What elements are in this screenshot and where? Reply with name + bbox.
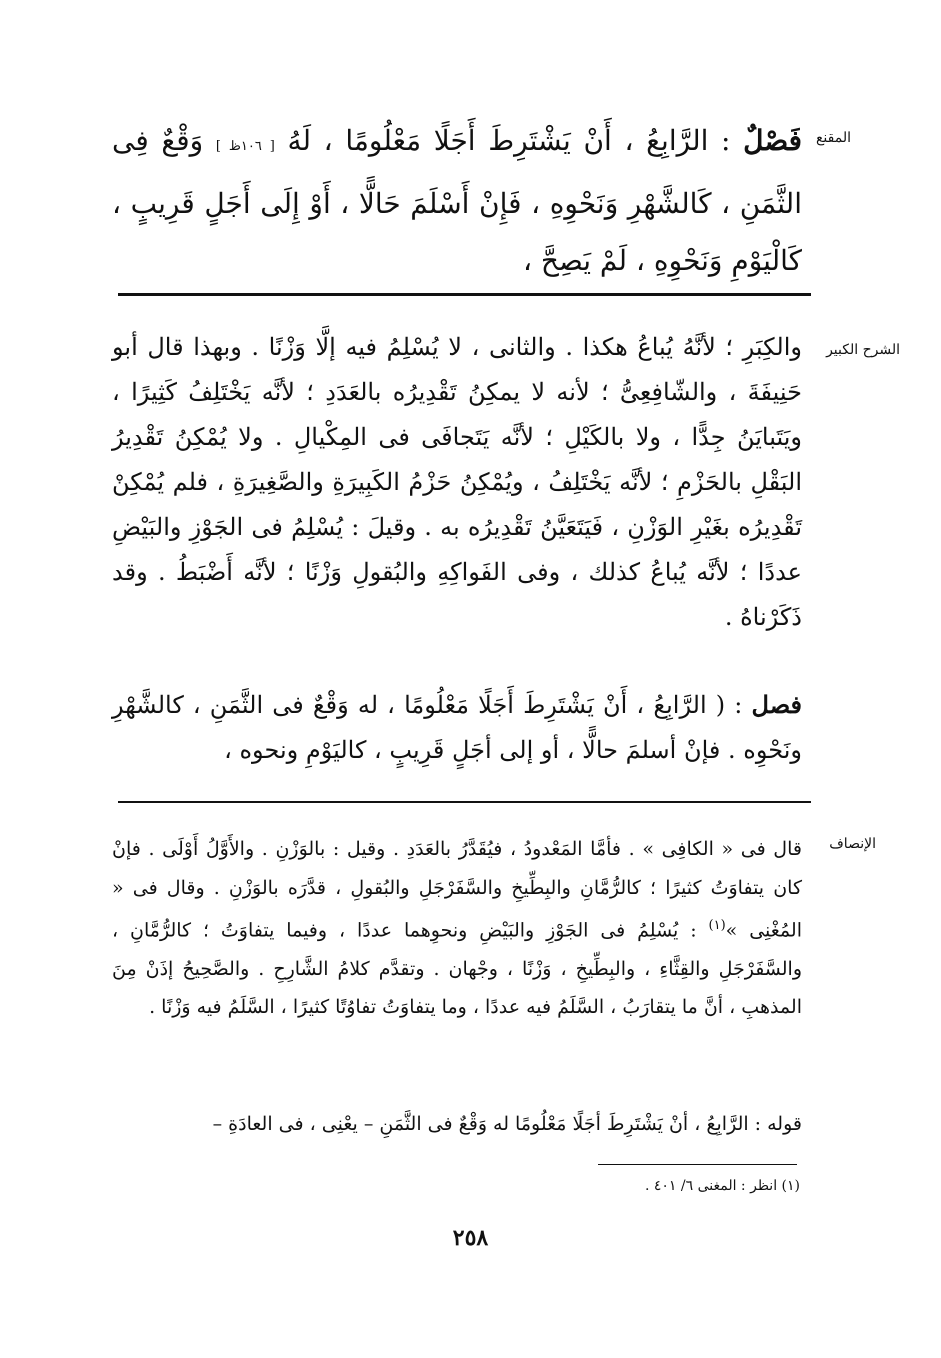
footnote-text: (١) انظر : المغنى ٦/ ٤٠١ . — [644, 1178, 800, 1194]
fasl-text: : ( الرَّابِعُ ، أَنْ يَشْتَرِطَ أَجَلًا مَعْلُومًا ، له وَقْعٌ فى الثَّمَنِ ، كالشَّهْرِ ونَحْوِه . فإنْ أسلمَ حالًّا ، أو إلى أجَلٍ قَرِيبٍ ، كاليَوْمِ ونحوه ، — [112, 691, 802, 764]
muqni-text-b: وَقْعٌ فِى الثَّمَنِ ، كَالشَّهْرِ وَنَحْوِهِ ، فَإِنْ أَسْلَمَ حَالًّا ، أَوْ إِلَى أَجَلٍ قَرِيبٍ ، كَالْيَوْمِ وَنَحْوِهِ ، لَمْ يَصِحَّ ، — [112, 124, 802, 277]
muqni-text-a: : الرَّابِعُ ، أَنْ يَشْتَرِطَ أَجَلًا مَعْلُومًا ، لَهُ — [287, 124, 731, 157]
qawluh-paragraph — [112, 1105, 802, 1143]
section-label-insaf: الإنصاف — [829, 836, 876, 852]
footnote — [600, 1176, 800, 1196]
insaf-text-b: : يُسْلِمُ فى الجَوْزِ والبَيْضِ ونحوِهما عددًا ، وفيما يتفاوَتُ ؛ كالرُّمَّانِ ، والسَّفَرْجَلِ والقِثَّاءِ ، والبِطِّيخِ ، وَزْنًا ، وجْهان . وتقدَّم كلامُ الشَّارِحِ . والصَّحِيحُ إذَنْ مِنَ المذهبِ ، أنَّ ما يتقارَبُ ، السَّلَمُ فيه عددًا ، وما يتفاوَتُ تفاوُتًا كثيرًا ، السَّلَمُ فيه وَزْنًا . — [112, 919, 802, 1019]
footnote-divider — [598, 1164, 797, 1165]
section-label-muqni: المقنع — [815, 130, 851, 146]
sharh-fasl-paragraph — [112, 682, 802, 773]
muqni-paragraph — [112, 112, 802, 289]
sharh-text: والكِبَرِ ؛ لأنَّهُ يُباعُ هكذا . والثانى ، لا يُسْلِمُ فيه إلَّا وَزْنًا . وبهذا قال أبو حَنِيفَةَ ، والشّافِعِىُّ ؛ لأنه لا يمكِنُ تَقْدِيرُه بالعَدَدِ ؛ لأنَّه يَخْتَلِفُ كَثِيرًا ، ويَتَبايَنُ جِدًّا ، ولا بالكَيْلِ ؛ لأنَّه يَتَجافَى فى المِكْيالِ . ولا يُمْكِنُ تَقْدِيرُ البَقْلِ بالحَزْمِ ؛ لأنَّه يَخْتَلِفُ ، ويُمْكِنُ حَزْمُ الكَبِيرَةِ والصَّغِيرَةِ ، فلم يُمْكِنْ تَقْدِيرُه بغَيْرِ الوَزْنِ ، فَيَتَعَيَّنُ تَقْدِيرُه به . وقيلَ : يُسْلِمُ فى الجَوْزِ والبَيْضِ عددًا ؛ لأنَّه يُباعُ كذلك ، وفى الفَواكِهِ والبُقولِ وَزْنًا ؛ لأنَّه أَضْبَطُ . وقد ذَكَرْناهُ . — [112, 333, 802, 631]
fasl-heading: فصل — [751, 690, 802, 719]
sharh-paragraph — [112, 325, 802, 640]
insaf-text-a: قال فى « الكافِى » . فأمَّا المَعْدودُ ، فيُقَدَّرُ بالعَدَدِ . وقيل : بالوَزْنِ . والأَوَّلُ أَوْلَى . فإنْ كان يتفاوَتُ كثيرًا ؛ كالرُّمَّانِ والبِطِّيخِ والسَّفَرْجَلِ والبُقولِ ، قدَّرَه بالوَزْنِ . وقال فى « المُغْنِى » — [112, 838, 802, 942]
qawluh-text: قوله : الرَّابِعُ ، أنْ يَشْتَرِطَ أجَلًا مَعْلُومًا له وَقْعٌ فى الثَّمَنِ – يعْنِى ، فى العادَةِ – — [212, 1113, 802, 1135]
section-label-sharh: الشرح الكبير — [826, 342, 900, 358]
insaf-paragraph — [112, 830, 802, 1027]
muqni-heading: فَصْلٌ — [743, 124, 803, 157]
footnote-marker: (١) — [708, 918, 726, 933]
manuscript-page-ref: [ ١٠٦ظ ] — [215, 139, 275, 154]
section-divider — [118, 293, 811, 296]
page-number: ٢٥٨ — [452, 1225, 489, 1251]
section-divider — [118, 801, 811, 803]
